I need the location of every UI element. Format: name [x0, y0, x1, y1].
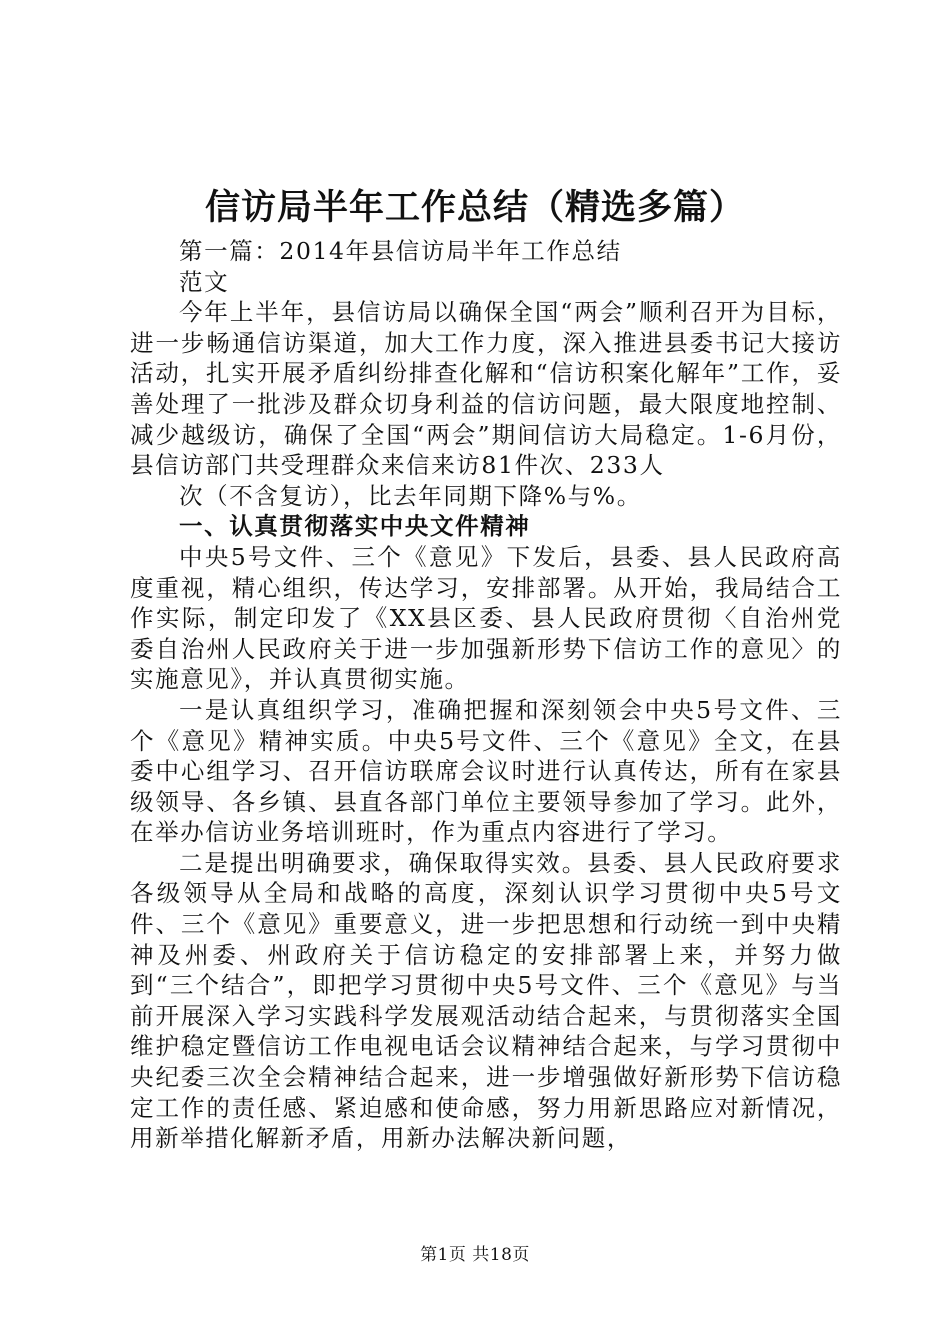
body-paragraph: 次（不含复访），比去年同期下降%与%。 [179, 481, 642, 510]
section-label-continued: 范文 [179, 267, 230, 296]
body-paragraph: 今年上半年，县信访局以确保全国“两会”顺利召开为目标，进一步畅通信访渠道，加大工作力度，深入推进县委书记大接访活动，扎实开展矛盾纠纷排查化解和“信访积案化解年”工作，妥善处理了一批涉及群众切身利益的信访问题，最大限度地控制、减少越级访，确保了全国“两会”期间信访大局稳定。1-6月份，县信访部门共受理群众来信来访81件次、233人 [130, 298, 842, 480]
body-paragraph: 一是认真组织学习，准确把握和深刻领会中央5号文件、三个《意见》精神实质。中央5号文件、三个《意见》全文，在县委中心组学习、召开信访联席会议时进行认真传达，所有在家县级领导、各乡镇、县直各部门单位主要领导参加了学习。此外，在举办信访业务培训班时，作为重点内容进行了学习。 [130, 695, 842, 847]
document-body [130, 236, 842, 1154]
document-title: 信访局半年工作总结（精选多篇） [204, 188, 745, 228]
section-heading: 一、认真贯彻落实中央文件精神 [179, 512, 531, 541]
body-paragraph: 二是提出明确要求，确保取得实效。县委、县人民政府要求各级领导从全局和战略的高度，深刻认识学习贯彻中央5号文件、三个《意见》重要意义，进一步把思想和行动统一到中央精神及州委、州政府关于信访稳定的安排部署上来，并努力做到“三个结合”，即把学习贯彻中央5号文件、三个《意见》与当前开展深入学习实践科学发展观活动结合起来，与贯彻落实全国维护稳定暨信访工作电视电话会议精神结合起来，与学习贯彻中央纪委三次全会精神结合起来，进一步增强做好新形势下信访稳定工作的责任感、紧迫感和使命感，努力用新思路应对新情况，用新举措化解新矛盾，用新办法解决新问题， [130, 848, 842, 1153]
page-footer: 第1页 共18页 [420, 1245, 530, 1265]
section-label: 第一篇：2014年县信访局半年工作总结 [179, 237, 622, 265]
body-paragraph: 中央5号文件、三个《意见》下发后，县委、县人民政府高度重视，精心组织，传达学习，安排部署。从开始，我局结合工作实际，制定印发了《XX县区委、县人民政府贯彻〈自治州党委自治州人民政府关于进一步加强新形势下信访工作的意见〉的实施意见》，并认真贯彻实施。 [130, 542, 842, 694]
